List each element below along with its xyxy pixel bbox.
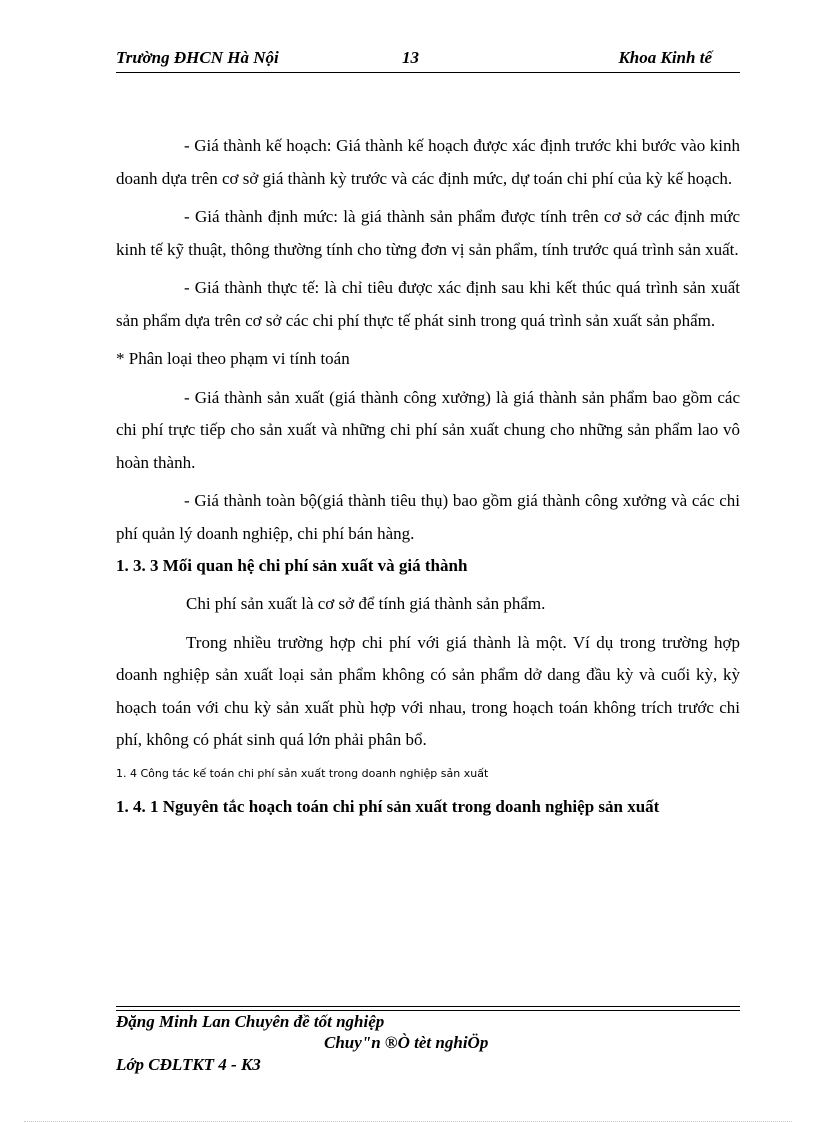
paragraph-planned-cost: - Giá thành kế hoạch: Giá thành kế hoạch được xác định trước khi bước vào kinh doanh dựa trên cơ sở giá thành kỳ trước và các định mức, dự toán chi phí của kỳ kế hoạch. (116, 136, 740, 188)
footer-garbled-title: Chuy"n ®Ò tèt nghiÖp (324, 1033, 489, 1052)
section-heading-1-4-small: 1. 4 Công tác kế toán chi phí sản xuất trong doanh nghiệp sản xuất (116, 766, 489, 780)
paragraph-actual-cost: - Giá thành thực tế: là chỉ tiêu được xác định sau khi kết thúc quá trình sản xuất sản phẩm dựa trên cơ sở các chi phí thực tế phát sinh trong quá trình sản xuất sản phẩm. (116, 278, 740, 330)
footer-rule-top (116, 1006, 740, 1007)
section-heading-1-4-1: 1. 4. 1 Nguyên tắc hoạch toán chi phí sản xuất trong doanh nghiệp sản xuất (116, 796, 660, 816)
paragraph-production-cost: - Giá thành sản xuất (giá thành công xưởng) là giá thành sản phẩm bao gồm các chi phí trực tiếp cho sản xuất và những chi phí sản xuất chung cho những sản phẩm lao vô hoàn thành. (116, 387, 740, 472)
paragraph-classification: * Phân loại theo phạm vi tính toán (116, 349, 350, 368)
footer-rule-bottom (116, 1010, 740, 1011)
footer-class: Lớp CĐLTKT 4 - K3 (116, 1055, 261, 1074)
page-header (116, 48, 740, 72)
header-faculty: Khoa Kinh tế (618, 48, 712, 67)
header-school: Trường ĐHCN Hà Nội (116, 48, 279, 67)
section-heading-1-3-3: 1. 3. 3 Mối quan hệ chi phí sản xuất và giá thành (116, 556, 468, 575)
header-page-number: 13 (402, 48, 419, 67)
paragraph-total-cost: - Giá thành toàn bộ(giá thành tiêu thụ) bao gồm giá thành công xưởng và các chi phí quản lý doanh nghiệp, chi phí bán hàng. (116, 491, 740, 543)
paragraph-example: Trong nhiều trường hợp chi phí với giá thành là một. Ví dụ trong trường hợp doanh nghiệp sản xuất loại sản phẩm không có sản phẩm dở dang đầu kỳ và cuối kỳ, kỳ hoạch toán với chu kỳ sản xuất phù hợp với nhau, trong hoạch toán không trích trước chi phí, không có phát sinh quá lớn phải phân bổ. (116, 632, 740, 749)
header-rule (116, 72, 740, 73)
page-bottom-border (24, 1121, 792, 1122)
paragraph-basis: Chi phí sản xuất là cơ sở để tính giá thành sản phẩm. (186, 594, 546, 613)
paragraph-standard-cost: - Giá thành định mức: là giá thành sản phẩm được tính trên cơ sở các định mức kinh tế kỹ thuật, thông thường tính cho từng đơn vị sản phẩm, tính trước quá trình sản xuất. (116, 207, 740, 259)
footer-author: Đặng Minh Lan Chuyên đề tốt nghiệp (116, 1012, 385, 1031)
page-content (116, 130, 740, 823)
